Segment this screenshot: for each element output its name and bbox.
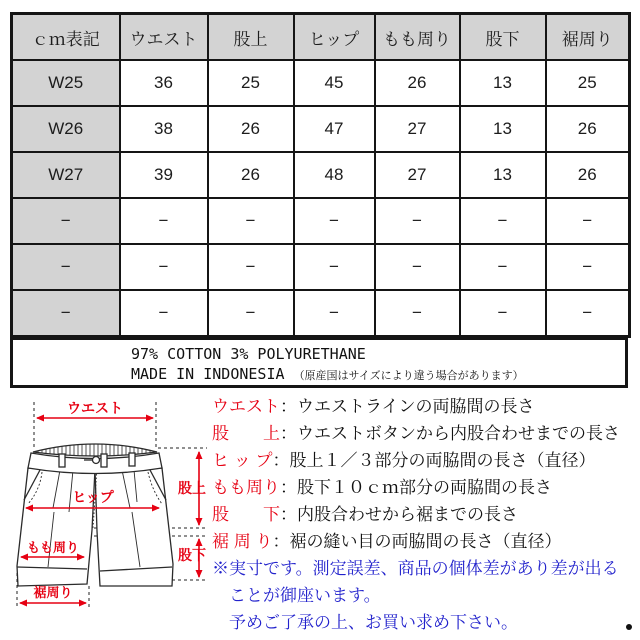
legend-separator: ： bbox=[280, 424, 297, 443]
disclaimer-note-line: ※実寸です。測定誤差、商品の個体差があり差が出る bbox=[212, 559, 619, 578]
size-value-cell: − bbox=[208, 290, 294, 337]
belt-loop-left bbox=[59, 454, 65, 467]
size-value-cell: − bbox=[120, 198, 208, 244]
waist-button bbox=[93, 457, 100, 464]
measurement-legend bbox=[212, 393, 640, 636]
row-label-cell: − bbox=[12, 198, 120, 244]
size-value-cell: 25 bbox=[208, 60, 294, 106]
fabric-origin-line bbox=[131, 364, 625, 386]
header-cell: 股上 bbox=[208, 14, 294, 61]
legend-line bbox=[212, 501, 640, 528]
table-row bbox=[12, 244, 630, 290]
size-value-cell: 47 bbox=[294, 106, 375, 152]
table-row bbox=[12, 152, 630, 198]
row-label-cell: W25 bbox=[12, 60, 120, 106]
row-label-cell: − bbox=[12, 244, 120, 290]
size-value-cell: 26 bbox=[546, 106, 630, 152]
size-value-cell: 36 bbox=[120, 60, 208, 106]
size-value-cell: − bbox=[460, 290, 546, 337]
rise-diagram-label: 股上 bbox=[178, 480, 206, 496]
hip-diagram-label: ヒップ bbox=[72, 489, 114, 505]
size-value-cell: − bbox=[120, 290, 208, 337]
size-value-cell: 26 bbox=[208, 106, 294, 152]
header-cell: ヒップ bbox=[294, 14, 375, 61]
size-value-cell: 26 bbox=[546, 152, 630, 198]
legend-term: もも周り bbox=[212, 478, 280, 497]
shorts-measurement-diagram bbox=[0, 390, 212, 640]
legend-separator: ： bbox=[280, 505, 297, 524]
shorts-diagram-svg bbox=[0, 390, 212, 640]
inseam-diagram-label: 股下 bbox=[178, 547, 206, 563]
fabric-origin-note: （原産国はサイズにより違う場合があります） bbox=[293, 370, 524, 382]
legend-term: 股 上 bbox=[212, 424, 280, 443]
legend-separator: ： bbox=[280, 397, 297, 416]
size-value-cell: − bbox=[294, 290, 375, 337]
size-value-cell: − bbox=[294, 198, 375, 244]
waist-opening bbox=[33, 444, 157, 456]
row-label-cell: W27 bbox=[12, 152, 120, 198]
header-cell: 股下 bbox=[460, 14, 546, 61]
waist-diagram-label: ウエスト bbox=[67, 400, 123, 416]
legend-line bbox=[212, 528, 640, 555]
size-value-cell: − bbox=[375, 244, 460, 290]
size-value-cell: 26 bbox=[208, 152, 294, 198]
size-value-cell: 13 bbox=[460, 106, 546, 152]
table-row bbox=[12, 198, 630, 244]
legend-description: 股下１０ｃｍ部分の両脇間の長さ bbox=[297, 478, 552, 497]
legend-separator: ： bbox=[280, 478, 297, 497]
legend-line bbox=[212, 474, 640, 501]
belt-loop-center bbox=[101, 454, 107, 467]
fabric-info-box bbox=[10, 337, 628, 388]
size-value-cell: − bbox=[294, 244, 375, 290]
size-value-cell: − bbox=[460, 244, 546, 290]
size-value-cell: 39 bbox=[120, 152, 208, 198]
size-table bbox=[10, 12, 631, 338]
size-value-cell: − bbox=[546, 290, 630, 337]
belt-loop-right bbox=[129, 453, 135, 466]
row-label-cell: − bbox=[12, 290, 120, 337]
size-value-cell: − bbox=[546, 244, 630, 290]
fabric-composition: 97% COTTON 3% POLYURETHANE bbox=[131, 345, 366, 363]
legend-line bbox=[212, 393, 640, 420]
legend-separator: ： bbox=[272, 451, 290, 470]
legend-term: 裾 周 り bbox=[212, 532, 273, 551]
fabric-origin: MADE IN INDONESIA bbox=[131, 365, 285, 383]
shorts-drawing bbox=[17, 444, 173, 586]
header-cell: 裾周り bbox=[546, 14, 630, 61]
size-value-cell: 26 bbox=[375, 60, 460, 106]
size-table-header bbox=[12, 14, 630, 61]
row-label-cell: W26 bbox=[12, 106, 120, 152]
size-value-cell: 13 bbox=[460, 152, 546, 198]
size-value-cell: 48 bbox=[294, 152, 375, 198]
disclaimer-note-line: 予めご了承の上、お買い求め下さい。 bbox=[229, 613, 518, 632]
legend-term: ヒ ッ プ bbox=[212, 451, 273, 470]
size-value-cell: − bbox=[120, 244, 208, 290]
table-row bbox=[12, 60, 630, 106]
legend-description: 内股合わせから裾までの長さ bbox=[297, 505, 518, 524]
size-value-cell: − bbox=[208, 198, 294, 244]
page-end-dot bbox=[626, 624, 632, 630]
header-cell: ｃｍ表記 bbox=[12, 14, 120, 61]
size-value-cell: − bbox=[208, 244, 294, 290]
table-row bbox=[12, 106, 630, 152]
size-value-cell: 45 bbox=[294, 60, 375, 106]
size-table-body bbox=[12, 60, 630, 337]
size-value-cell: 25 bbox=[546, 60, 630, 106]
legend-description: 裾の縫い目の両脇間の長さ（直径） bbox=[289, 532, 562, 551]
legend-term: 股 下 bbox=[212, 505, 280, 524]
legend-separator: ： bbox=[272, 532, 290, 551]
size-value-cell: − bbox=[460, 198, 546, 244]
size-value-cell: − bbox=[375, 290, 460, 337]
size-value-cell: 27 bbox=[375, 152, 460, 198]
size-value-cell: − bbox=[375, 198, 460, 244]
disclaimer-note-line: ことが御座います。 bbox=[229, 586, 381, 605]
legend-description: 股上１／３部分の両脇間の長さ（直径） bbox=[289, 451, 596, 470]
thigh-diagram-label: もも周り bbox=[26, 540, 80, 555]
size-value-cell: 38 bbox=[120, 106, 208, 152]
size-value-cell: − bbox=[546, 198, 630, 244]
hem-diagram-label: 裾周り bbox=[33, 585, 73, 600]
legend-description: ウエストボタンから内股合わせまでの長さ bbox=[297, 424, 620, 443]
legend-line bbox=[212, 447, 640, 474]
legend-description: ウエストラインの両脇間の長さ bbox=[297, 397, 535, 416]
header-row bbox=[12, 14, 630, 61]
size-value-cell: 27 bbox=[375, 106, 460, 152]
legend-line bbox=[212, 420, 640, 447]
header-cell: ウエスト bbox=[120, 14, 208, 61]
header-cell: もも周り bbox=[375, 14, 460, 61]
size-value-cell: 13 bbox=[460, 60, 546, 106]
legend-term: ウエスト bbox=[212, 397, 280, 416]
table-row bbox=[12, 290, 630, 337]
